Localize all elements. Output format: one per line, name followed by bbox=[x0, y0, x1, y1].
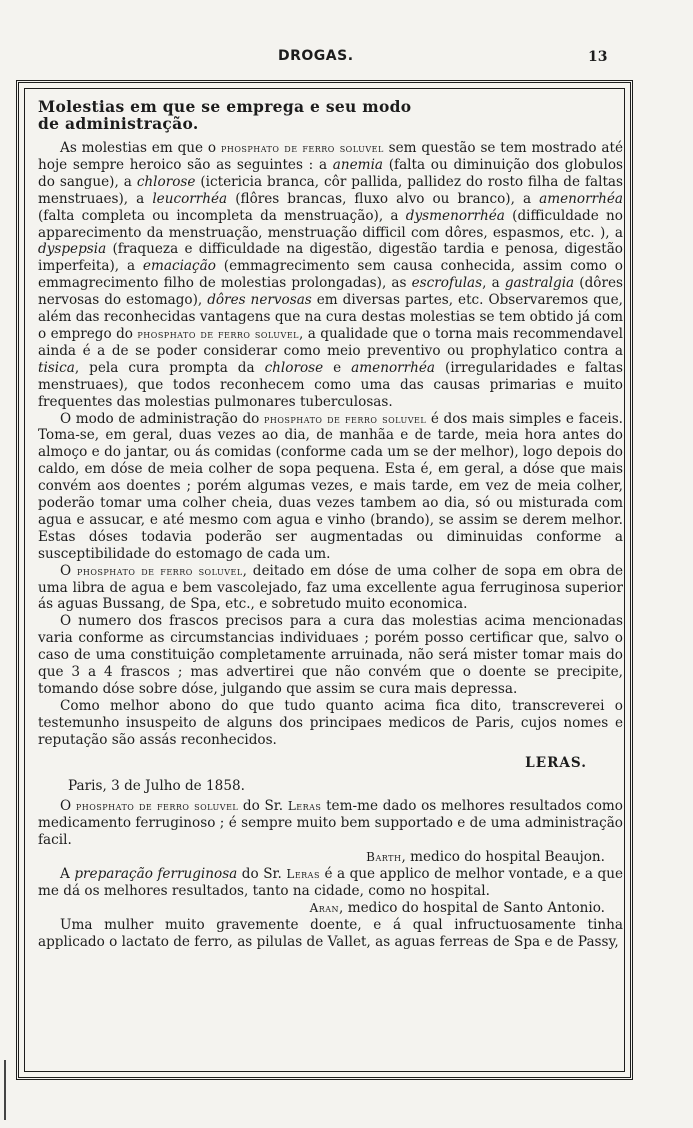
running-title: DROGAS. bbox=[278, 48, 354, 64]
testimony-barth: O phosphato de ferro soluvel do Sr. Leras tem-me dado os melhores resultados como medicamento ferruginoso ; é sempre muito bem supportado e de uma administração facil. bbox=[38, 798, 623, 849]
article-body bbox=[38, 98, 623, 951]
testimony-aran: A preparação ferruginosa do Sr. Leras é a que applico de melhor vontade, e a que me dá os melhores resultados, tanto na cidade, como no hospital. bbox=[38, 866, 624, 899]
testimony-aran-attribution: Aran, medico do hospital de Santo Antonio. bbox=[309, 899, 605, 916]
paragraph-ferruginous-water: O phosphato de ferro soluvel, deitado em dóse de uma colher de sopa em obra de uma libra de agua e bem vascolejado, faz uma excellente agua ferruginosa superior ás aguas Bussang, de Spa, etc., e sobretudo muito economica. bbox=[38, 562, 623, 613]
title-line-1: Molestias em que se emprega e seu modo bbox=[38, 97, 412, 116]
paragraph-number-of-bottles: O numero dos frascos precisos para a cura das molestias acima mencionadas varia conforme as circumstancias individuaes ; porém posso certificar que, salvo o caso de uma constituição completamente arruinada, não será mister tomar mais do que 3 a 4 frascos ; mas advertirei que não convém que o doente se precipite, tomando dóse sobre dóse, julgando que assim se cura mais depressa. bbox=[38, 613, 623, 697]
letter-date: Paris, 3 de Julho de 1858. bbox=[68, 777, 245, 794]
article-title bbox=[38, 98, 623, 132]
paragraph-indications: As molestias em que o phosphato de ferro soluvel sem questão se tem mostrado até hoje sempre heroico são as seguintes : a anemia (falta ou diminuição dos globulos do sangue), a chlorose (ictericia branca, côr pallida, pallidez do rosto filha de faltas menstruaes), a leucorrhéa (flôres brancas, fluxo alvo ou branco), a amenorrhéa (falta completa ou incompleta da menstruação), a dysmenorrhéa (difficuldade no apparecimento da menstruação, menstruação difficil com dôres, espasmos, etc. ), a dyspepsia (fraqueza e difficuldade na digestão, digestão tardia e penosa, digestão imperfeita), a emaciação (emmagrecimento sem causa conhecida, assim como o emmagrecimento filho de molestias prolongadas), as escrofulas, a gastralgia (dôres nervosas do estomago), dôres nervosas em diversas partes, etc. Observaremos que, além das reconhecidas vantagens que na cura destas molestias se tem obtido já com o emprego do phosphato de ferro soluvel, a qualidade que o torna mais recommendavel ainda é a de se poder considerar como meio preventivo ou prophylatico contra a tisica, pela cura prompta da chlorose e amenorrhéa (irregularidades e faltas menstruaes), que todos reconhecem como uma das causas primarias e muito frequentes das molestias pulmonares tuberculosas. bbox=[38, 140, 624, 410]
testimony-barth-attribution: Barth, medico do hospital Beaujon. bbox=[366, 849, 605, 866]
title-line-2: de administração. bbox=[38, 114, 199, 133]
running-head bbox=[0, 48, 693, 68]
author-signature: LERAS. bbox=[525, 754, 587, 771]
scan-margin-mark bbox=[4, 1060, 6, 1120]
paragraph-testimony-intro: Como melhor abono do que tudo quanto acima fica dito, transcreverei o testemunho insuspeito de alguns dos principaes medicos de Paris, cujos nomes e reputação são assás reconhecidos. bbox=[38, 697, 623, 748]
paragraph-administration: O modo de administração do phosphato de ferro soluvel é dos mais simples e faceis. Toma-se, em geral, duas vezes ao dia, de manhãa e de tarde, meia hora antes do almoço e do jantar, ou ás comidas (conforme cada um se der melhor), logo depois do caldo, em dóse de meia colher de sopa pequena. Esta é, em geral, a dóse que mais convém aos doentes ; porém algumas vezes, e mais tarde, em vez de meia colher, poderão tomar uma colher cheia, duas vezes tambem ao dia, só ou misturada com agua e assucar, e até mesmo com agua e vinho (brando), se assim se derem melhor. Estas dóses todavia poderão ser augmentadas ou diminuidas conforme a susceptibilidade do estomago de cada um. bbox=[38, 410, 624, 562]
testimony-third: Uma mulher muito gravemente doente, e á qual infructuosamente tinha applicado o lactato de ferro, as pilulas de Vallet, as aguas ferreas de Spa e de Passy, bbox=[38, 916, 623, 950]
page-number: 13 bbox=[588, 49, 608, 65]
